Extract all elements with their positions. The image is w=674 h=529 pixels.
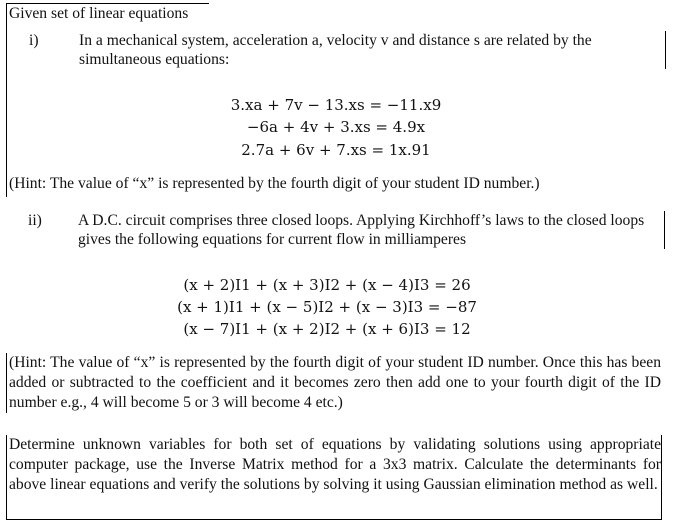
part-1-equation-1: 3.xa + 7v − 13.xs = −11.x9: [230, 96, 442, 114]
part-1-hint: (Hint: The value of “x” is represented by the fourth digit of your student ID number.): [6, 173, 667, 197]
part-2-text: A D.C. circuit comprises three closed loops. Applying Kirchhoff’s laws to the closed loops gives the following equations for current flow in milliamperes: [78, 211, 665, 249]
part-1-text-content: In a mechanical system, acceleration a, velocity v and distance s are related by the simultaneous equations:: [79, 32, 592, 68]
part-1-number: i): [29, 32, 39, 49]
part-2-equation-1: (x + 2)I1 + (x + 3)I2 + (x − 4)I3 = 26: [183, 276, 471, 294]
task-instructions: Determine unknown variables for both set of equations by validating solutions using appropriate computer package, use the Inverse Matrix method for a 3x3 matrix. Calculate the determinants for above linear equations and verify the solutions by solving it using Gaussian elimination method as well.: [6, 435, 662, 520]
part-1-equation-2: −6a + 4v + 3.xs = 4.9x: [246, 118, 426, 136]
part-2-number: ii): [28, 212, 42, 229]
heading: Given set of linear equations: [6, 3, 209, 26]
part-1-equation-3: 2.7a + 6v + 7.xs = 1x.91: [241, 141, 431, 159]
part-2: [6, 201, 664, 351]
question-document: [6, 3, 670, 525]
part-2-equation-2: (x + 1)I1 + (x − 5)I2 + (x − 3)I3 = −87: [177, 298, 477, 316]
part-1-text: [79, 31, 666, 69]
part-1: [6, 25, 665, 173]
part-2-equation-3: (x − 7)I1 + (x + 2)I2 + (x + 6)I3 = 12: [183, 320, 471, 338]
part-2-hint: (Hint: The value of “x” is represented by the fourth digit of your student ID number. Once this has been added or subtracted to the coefficient and it becomes zero then add one to your fourth digit of the ID number e.g., 4 will become 5 or 3 will become 4 etc.): [6, 353, 661, 413]
